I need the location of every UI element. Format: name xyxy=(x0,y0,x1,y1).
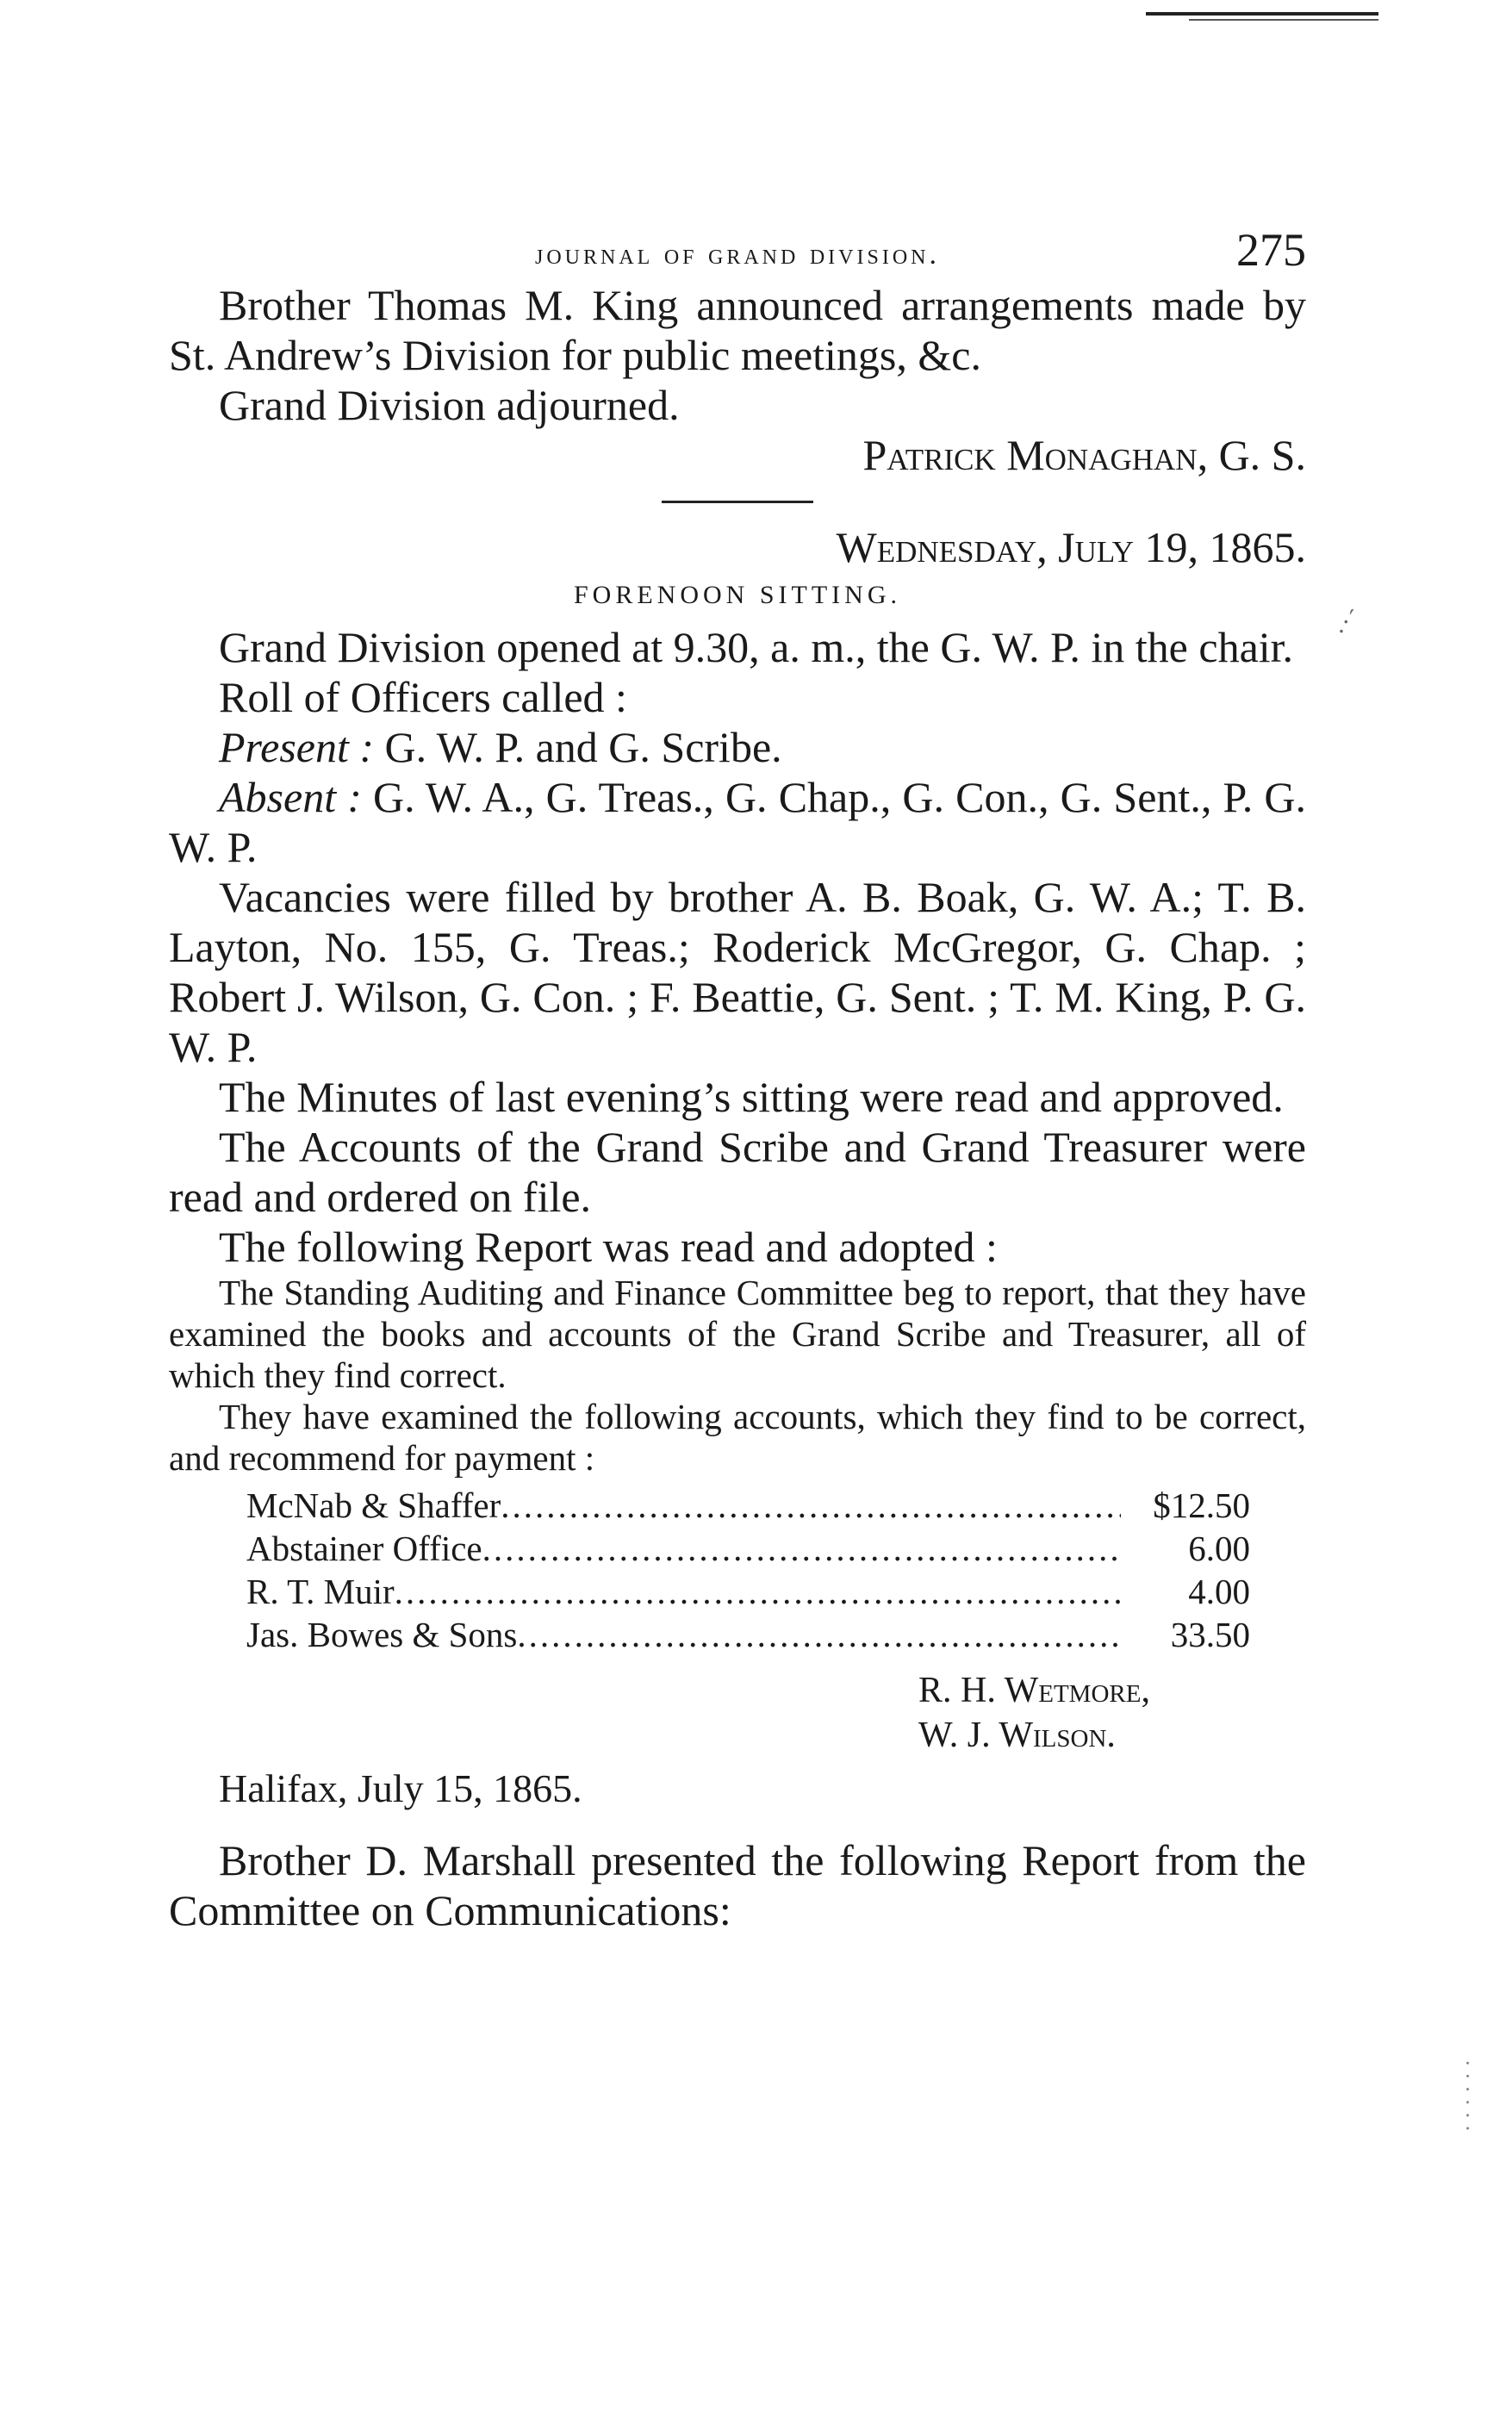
page-number: 275 xyxy=(1236,224,1306,276)
signoff-monaghan: Patrick Monaghan, G. S. xyxy=(862,431,1306,479)
paragraph-marshall: Brother D. Marshall presented the following Report from the Committee on Communications: xyxy=(169,1836,1306,1934)
account-amount: 33.50 xyxy=(1170,1615,1250,1654)
paragraph-report-intro: The following Report was read and adopted : xyxy=(219,1223,998,1271)
signer-wilson: W. J. Wilson. xyxy=(918,1716,1116,1755)
date-line: Wednesday, July 19, 1865. xyxy=(836,523,1306,571)
sitting-heading: FORENOON SITTING. xyxy=(574,581,901,609)
present-text: G. W. P. and G. Scribe. xyxy=(374,723,782,771)
paragraph-minutes: The Minutes of last evening’s sitting were read and approved. xyxy=(219,1073,1284,1121)
account-amount: 4.00 xyxy=(1188,1572,1250,1611)
account-name: McNab & Shaffer xyxy=(246,1485,501,1525)
paragraph-absent xyxy=(169,772,1306,872)
account-row xyxy=(246,1527,1250,1570)
account-row xyxy=(246,1613,1250,1656)
paragraph-roll: Roll of Officers called : xyxy=(219,673,627,721)
margin-marks: · · · · · · xyxy=(1455,2059,1480,2133)
absent-label: Absent : xyxy=(219,773,362,821)
report-signers xyxy=(918,1668,1306,1758)
account-amount: 6.00 xyxy=(1188,1529,1250,1568)
signer-wetmore: R. H. Wetmore, xyxy=(918,1671,1150,1710)
report-paragraph-2: They have examined the following accounts, which they find to be correct, and recommend for payment : xyxy=(169,1397,1306,1478)
paragraph-accounts: The Accounts of the Grand Scribe and Grand Treasurer were read and ordered on file. xyxy=(169,1123,1306,1221)
section-divider xyxy=(662,501,813,503)
account-name: R. T. Muir xyxy=(246,1572,395,1611)
page-body xyxy=(169,220,1306,1935)
running-title: journal of grand division. xyxy=(534,239,940,271)
account-amount: $12.50 xyxy=(1153,1485,1250,1525)
account-row xyxy=(246,1570,1250,1613)
paragraph-vacancies: Vacancies were filled by brother A. B. Boak, G. W. A.; T. B. Layton, No. 155, G. Treas.; Roderick McGregor, G. Chap. ; Robert J. Wilson, G. Con. ; F. Beattie, G. Sent. ; T. M. King, P. G. W. P. xyxy=(169,873,1306,1071)
paragraph-king-announcement: Brother Thomas M. King announced arrangements made by St. Andrew’s Division for public meetings, &c. xyxy=(169,281,1306,379)
leader-dots xyxy=(482,1527,1121,1570)
report-paragraph-1: The Standing Auditing and Finance Committee beg to report, that they have examined the books and accounts of the Grand Scribe and Treasurer, all of which they find correct. xyxy=(169,1273,1306,1395)
leader-dots xyxy=(395,1570,1121,1613)
paragraph-present xyxy=(169,722,1306,772)
account-row xyxy=(246,1484,1250,1527)
accounts-list xyxy=(169,1484,1306,1656)
place-date: Halifax, July 15, 1865. xyxy=(219,1766,582,1810)
top-rule xyxy=(1146,12,1378,16)
paragraph-opened: Grand Division opened at 9.30, a. m., the G. W. P. in the chair. xyxy=(219,623,1294,671)
leader-dots xyxy=(501,1484,1121,1527)
margin-scribble: .·´ xyxy=(1331,604,1364,639)
account-name: Jas. Bowes & Sons xyxy=(246,1615,518,1654)
top-rule-thin xyxy=(1189,19,1378,21)
running-head xyxy=(169,220,1306,280)
account-name: Abstainer Office xyxy=(246,1529,482,1568)
leader-dots xyxy=(517,1613,1121,1656)
finance-report xyxy=(169,1272,1306,1479)
paragraph-adjourned: Grand Division adjourned. xyxy=(219,381,680,429)
present-label: Present : xyxy=(219,723,375,771)
absent-text: G. W. A., G. Treas., G. Chap., G. Con., G. Sent., P. G. W. P. xyxy=(169,773,1307,871)
